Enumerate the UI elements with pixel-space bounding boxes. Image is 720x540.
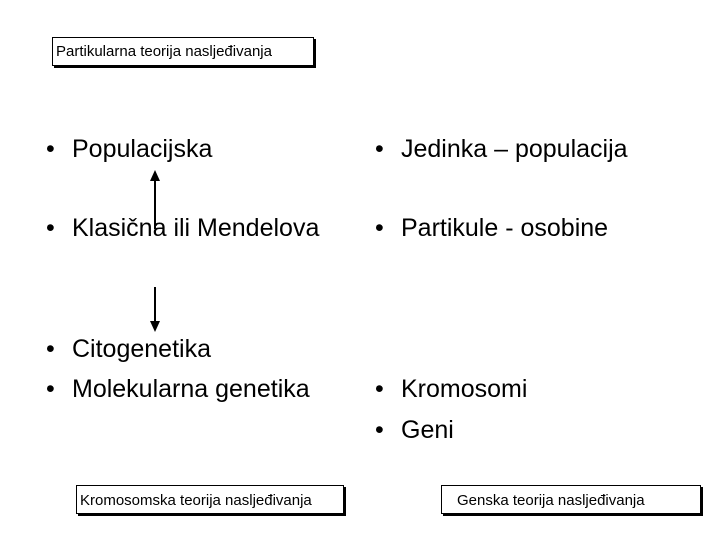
title-box-partikularna [52,37,314,66]
list-item-label: Molekularna genetika [72,375,310,403]
list-item-label: Klasična ili Mendelova [72,214,320,242]
bullet: • [375,416,384,444]
list-item-label: Populacijska [72,135,213,163]
list-item-molekularna [46,371,310,407]
bullet: • [375,135,384,163]
list-item-kromosomi [375,371,527,407]
list-item-geni [375,412,454,448]
list-item-partikule [375,210,608,246]
bullet: • [46,135,55,163]
bullet: • [46,335,55,363]
bullet: • [375,375,384,403]
list-item-label: Kromosomi [401,375,528,403]
list-item-label: Citogenetika [72,335,211,363]
bullet: • [375,214,384,242]
box-genska-label: Genska teorija nasljeđivanja [457,492,645,509]
list-item-populacijska [46,131,212,167]
box-kromosomska-teorija [76,485,344,514]
list-item-citogenetika [46,331,211,367]
list-item-klasicna [46,210,319,246]
down-arrow [150,287,160,332]
title-box-label: Partikularna teorija nasljeđivanja [56,43,272,60]
list-item-label: Partikule - osobine [401,214,609,242]
bullet: • [46,214,55,242]
list-item-label: Jedinka – populacija [401,135,628,163]
box-genska-teorija [441,485,701,514]
bullet: • [46,375,55,403]
up-arrow-head [150,170,160,181]
box-kromosomska-label: Kromosomska teorija nasljeđivanja [80,492,312,509]
list-item-label: Geni [401,416,454,444]
list-item-jedinka [375,131,628,167]
